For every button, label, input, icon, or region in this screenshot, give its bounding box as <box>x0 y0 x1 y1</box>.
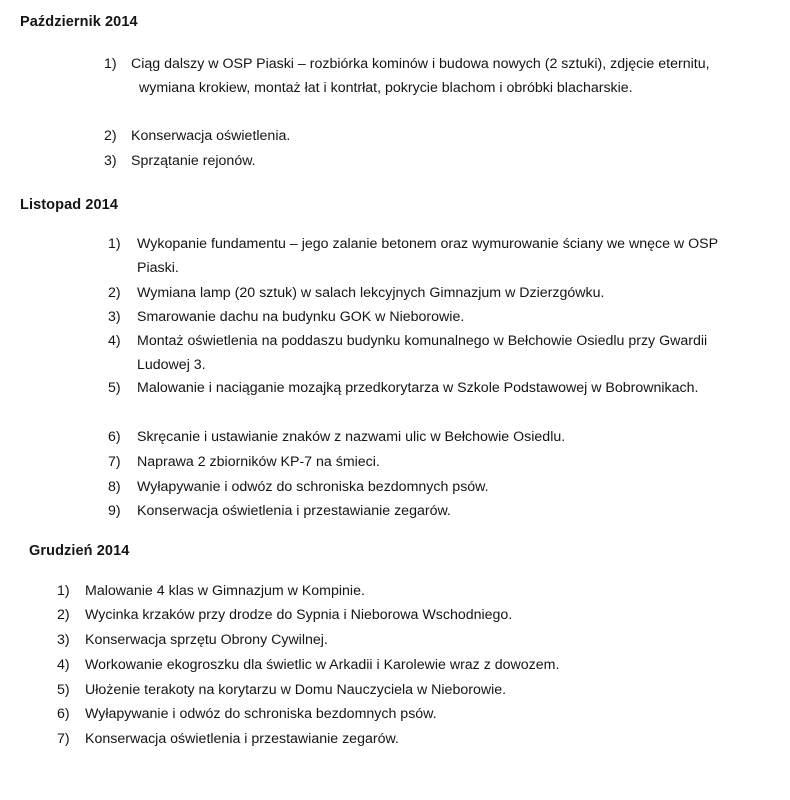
item-number: 2) <box>104 128 117 144</box>
list-item <box>57 653 717 677</box>
list-item <box>108 376 738 400</box>
item-number: 7) <box>108 454 121 470</box>
item-text: Ułożenie terakoty na korytarzu w Domu Nauczyciela w Nieborowie. <box>85 682 507 698</box>
item-number: 5) <box>108 380 121 396</box>
item-number: 6) <box>57 706 70 722</box>
item-text: Wymiana lamp (20 sztuk) w salach lekcyjnych Gimnazjum w Dzierzgówku. <box>137 285 605 301</box>
list-item <box>108 450 738 474</box>
item-text: Wyłapywanie i odwóz do schroniska bezdomnych psów. <box>85 706 437 722</box>
list-item <box>108 499 738 523</box>
list-item <box>108 475 738 499</box>
list-item <box>57 678 717 702</box>
list-item <box>57 702 717 726</box>
item-number: 5) <box>57 682 70 698</box>
section-heading-november: Listopad 2014 <box>20 197 118 213</box>
item-number: 7) <box>57 731 70 747</box>
list-item <box>104 52 724 100</box>
item-text: Naprawa 2 zbiorników KP-7 na śmieci. <box>137 454 380 470</box>
list-item <box>57 727 717 751</box>
list-item <box>57 579 717 603</box>
item-text: Wykopanie fundamentu – jego zalanie betonem oraz wymurowanie ściany we wnęce w OSP Piaski. <box>137 236 718 276</box>
item-text: Montaż oświetlenia na poddaszu budynku komunalnego w Bełchowie Osiedlu przy Gwardii Ludowej 3. <box>137 333 708 373</box>
list-item <box>104 124 724 148</box>
item-number: 9) <box>108 503 121 519</box>
item-number: 1) <box>108 236 121 252</box>
item-number: 8) <box>108 479 121 495</box>
list-item <box>108 329 738 377</box>
item-text: Sprzątanie rejonów. <box>131 153 256 169</box>
item-text: Wyłapywanie i odwóz do schroniska bezdomnych psów. <box>137 479 489 495</box>
item-text: Konserwacja oświetlenia i przestawianie zegarów. <box>137 503 451 519</box>
item-number: 2) <box>57 607 70 623</box>
item-number: 4) <box>108 333 121 349</box>
item-text: Konserwacja oświetlenia. <box>131 128 291 144</box>
item-number: 1) <box>57 583 70 599</box>
item-number: 1) <box>104 56 117 72</box>
item-number: 4) <box>57 657 70 673</box>
item-text: Konserwacja oświetlenia i przestawianie zegarów. <box>85 731 399 747</box>
item-text: Workowanie ekogroszku dla świetlic w Arkadii i Karolewie wraz z dowozem. <box>85 657 560 673</box>
item-text: Skręcanie i ustawianie znaków z nazwami ulic w Bełchowie Osiedlu. <box>137 429 566 445</box>
list-item <box>108 305 738 329</box>
item-text: Malowanie i naciąganie mozajką przedkorytarza w Szkole Podstawowej w Bobrownikach. <box>137 380 699 396</box>
item-number: 2) <box>108 285 121 301</box>
list-item <box>57 628 717 652</box>
list-item <box>108 281 738 305</box>
item-text: Wycinka krzaków przy drodze do Sypnia i Nieborowa Wschodniego. <box>85 607 513 623</box>
item-number: 3) <box>104 153 117 169</box>
section-heading-october: Październik 2014 <box>20 14 138 30</box>
list-item <box>108 232 738 280</box>
item-text: Ciąg dalszy w OSP Piaski – rozbiórka kominów i budowa nowych (2 sztuki), zdjęcie eternitu, wymiana krokiew, montaż łat i kontrłat, pokrycie blachom i obróbki blacharskie. <box>131 56 710 96</box>
list-item <box>57 603 717 627</box>
list-item <box>104 149 724 173</box>
section-heading-december: Grudzień 2014 <box>29 543 130 559</box>
item-text: Konserwacja sprzętu Obrony Cywilnej. <box>85 632 328 648</box>
item-text: Malowanie 4 klas w Gimnazjum w Kompinie. <box>85 583 365 599</box>
item-number: 3) <box>57 632 70 648</box>
item-text: Smarowanie dachu na budynku GOK w Nieborowie. <box>137 309 465 325</box>
item-number: 3) <box>108 309 121 325</box>
item-number: 6) <box>108 429 121 445</box>
list-item <box>108 425 738 449</box>
